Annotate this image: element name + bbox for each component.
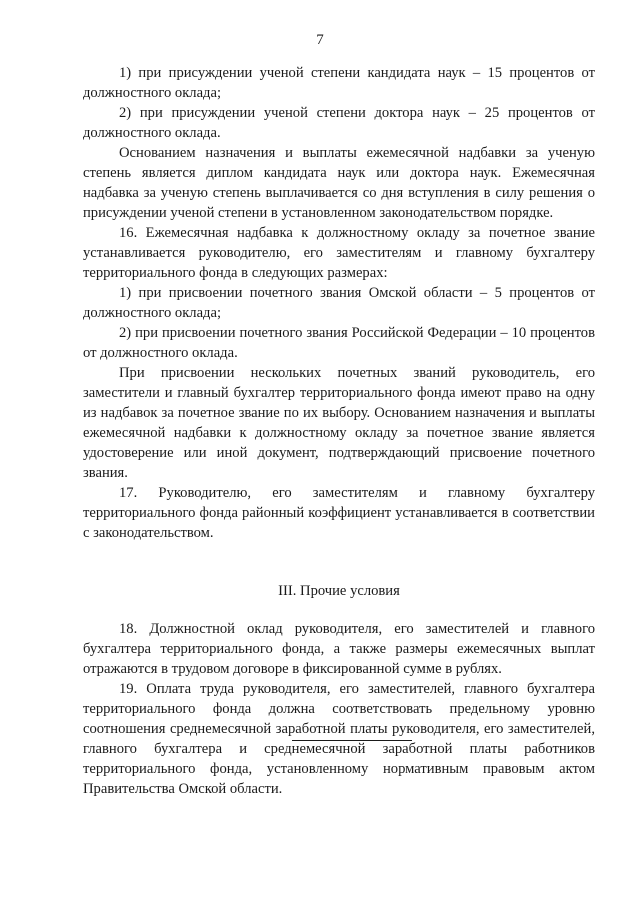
paragraph-item-18: 18. Должностной оклад руководителя, его заместителей и главного бухгалтера территориального фонда, а также размеры ежемесячных выплат отражаются в трудовом договоре в фиксированной сумме в рублях. [83,621,595,677]
page-number: 7 [316,32,324,48]
end-divider [292,740,412,741]
paragraph-rf-title: 2) при присвоении почетного звания Российской Федерации – 10 процентов от должностного оклада. [83,325,595,361]
paragraph-item-19: 19. Оплата труда руководителя, его заместителей, главного бухгалтера территориального фонда должна соответствовать предельному уровню соотношения среднемесячной заработной платы руководителя, его заместителей, главного бухгалтера и среднемесячной заработной платы работников территориального фонда, установленному нормативным правовым актом Правительства Омской области. [83,681,595,797]
paragraph-item-16: 16. Ежемесячная надбавка к должностному окладу за почетное звание устанавливается руководителю, его заместителям и главному бухгалтеру территориального фонда в следующих размерах: [83,225,595,281]
paragraph-item-17: 17. Руководителю, его заместителям и главному бухгалтеру территориального фонда районный коэффициент устанавливается в соответствии с законодательством. [83,485,595,541]
paragraph-omsk-title: 1) при присвоении почетного звания Омской области – 5 процентов от должностного оклада; [83,285,595,321]
section-title: III. Прочие условия [278,583,400,599]
paragraph-doctor-degree: 2) при присуждении ученой степени доктора наук – 25 процентов от должностного оклада. [83,105,595,141]
paragraph-degree-basis: Основанием назначения и выплаты ежемесячной надбавки за ученую степень является диплом кандидата наук или доктора наук. Ежемесячная надбавка за ученую степень выплачивается со дня вступления в силу решения о присуждении ученой степени в установленном законодательством порядке. [83,145,595,221]
paragraph-candidate-degree: 1) при присуждении ученой степени кандидата наук – 15 процентов от должностного оклада; [83,65,595,101]
paragraph-multiple-titles: При присвоении нескольких почетных званий руководитель, его заместители и главный бухгалтер территориального фонда имеют право на одну из надбавок за почетное звание по их выбору. Основанием назначения и выплаты ежемесячной надбавки к должностному окладу за почетное звание является удостоверение или иной документ, подтверждающий присвоение почетного звания. [83,365,595,481]
document-body [83,63,595,799]
